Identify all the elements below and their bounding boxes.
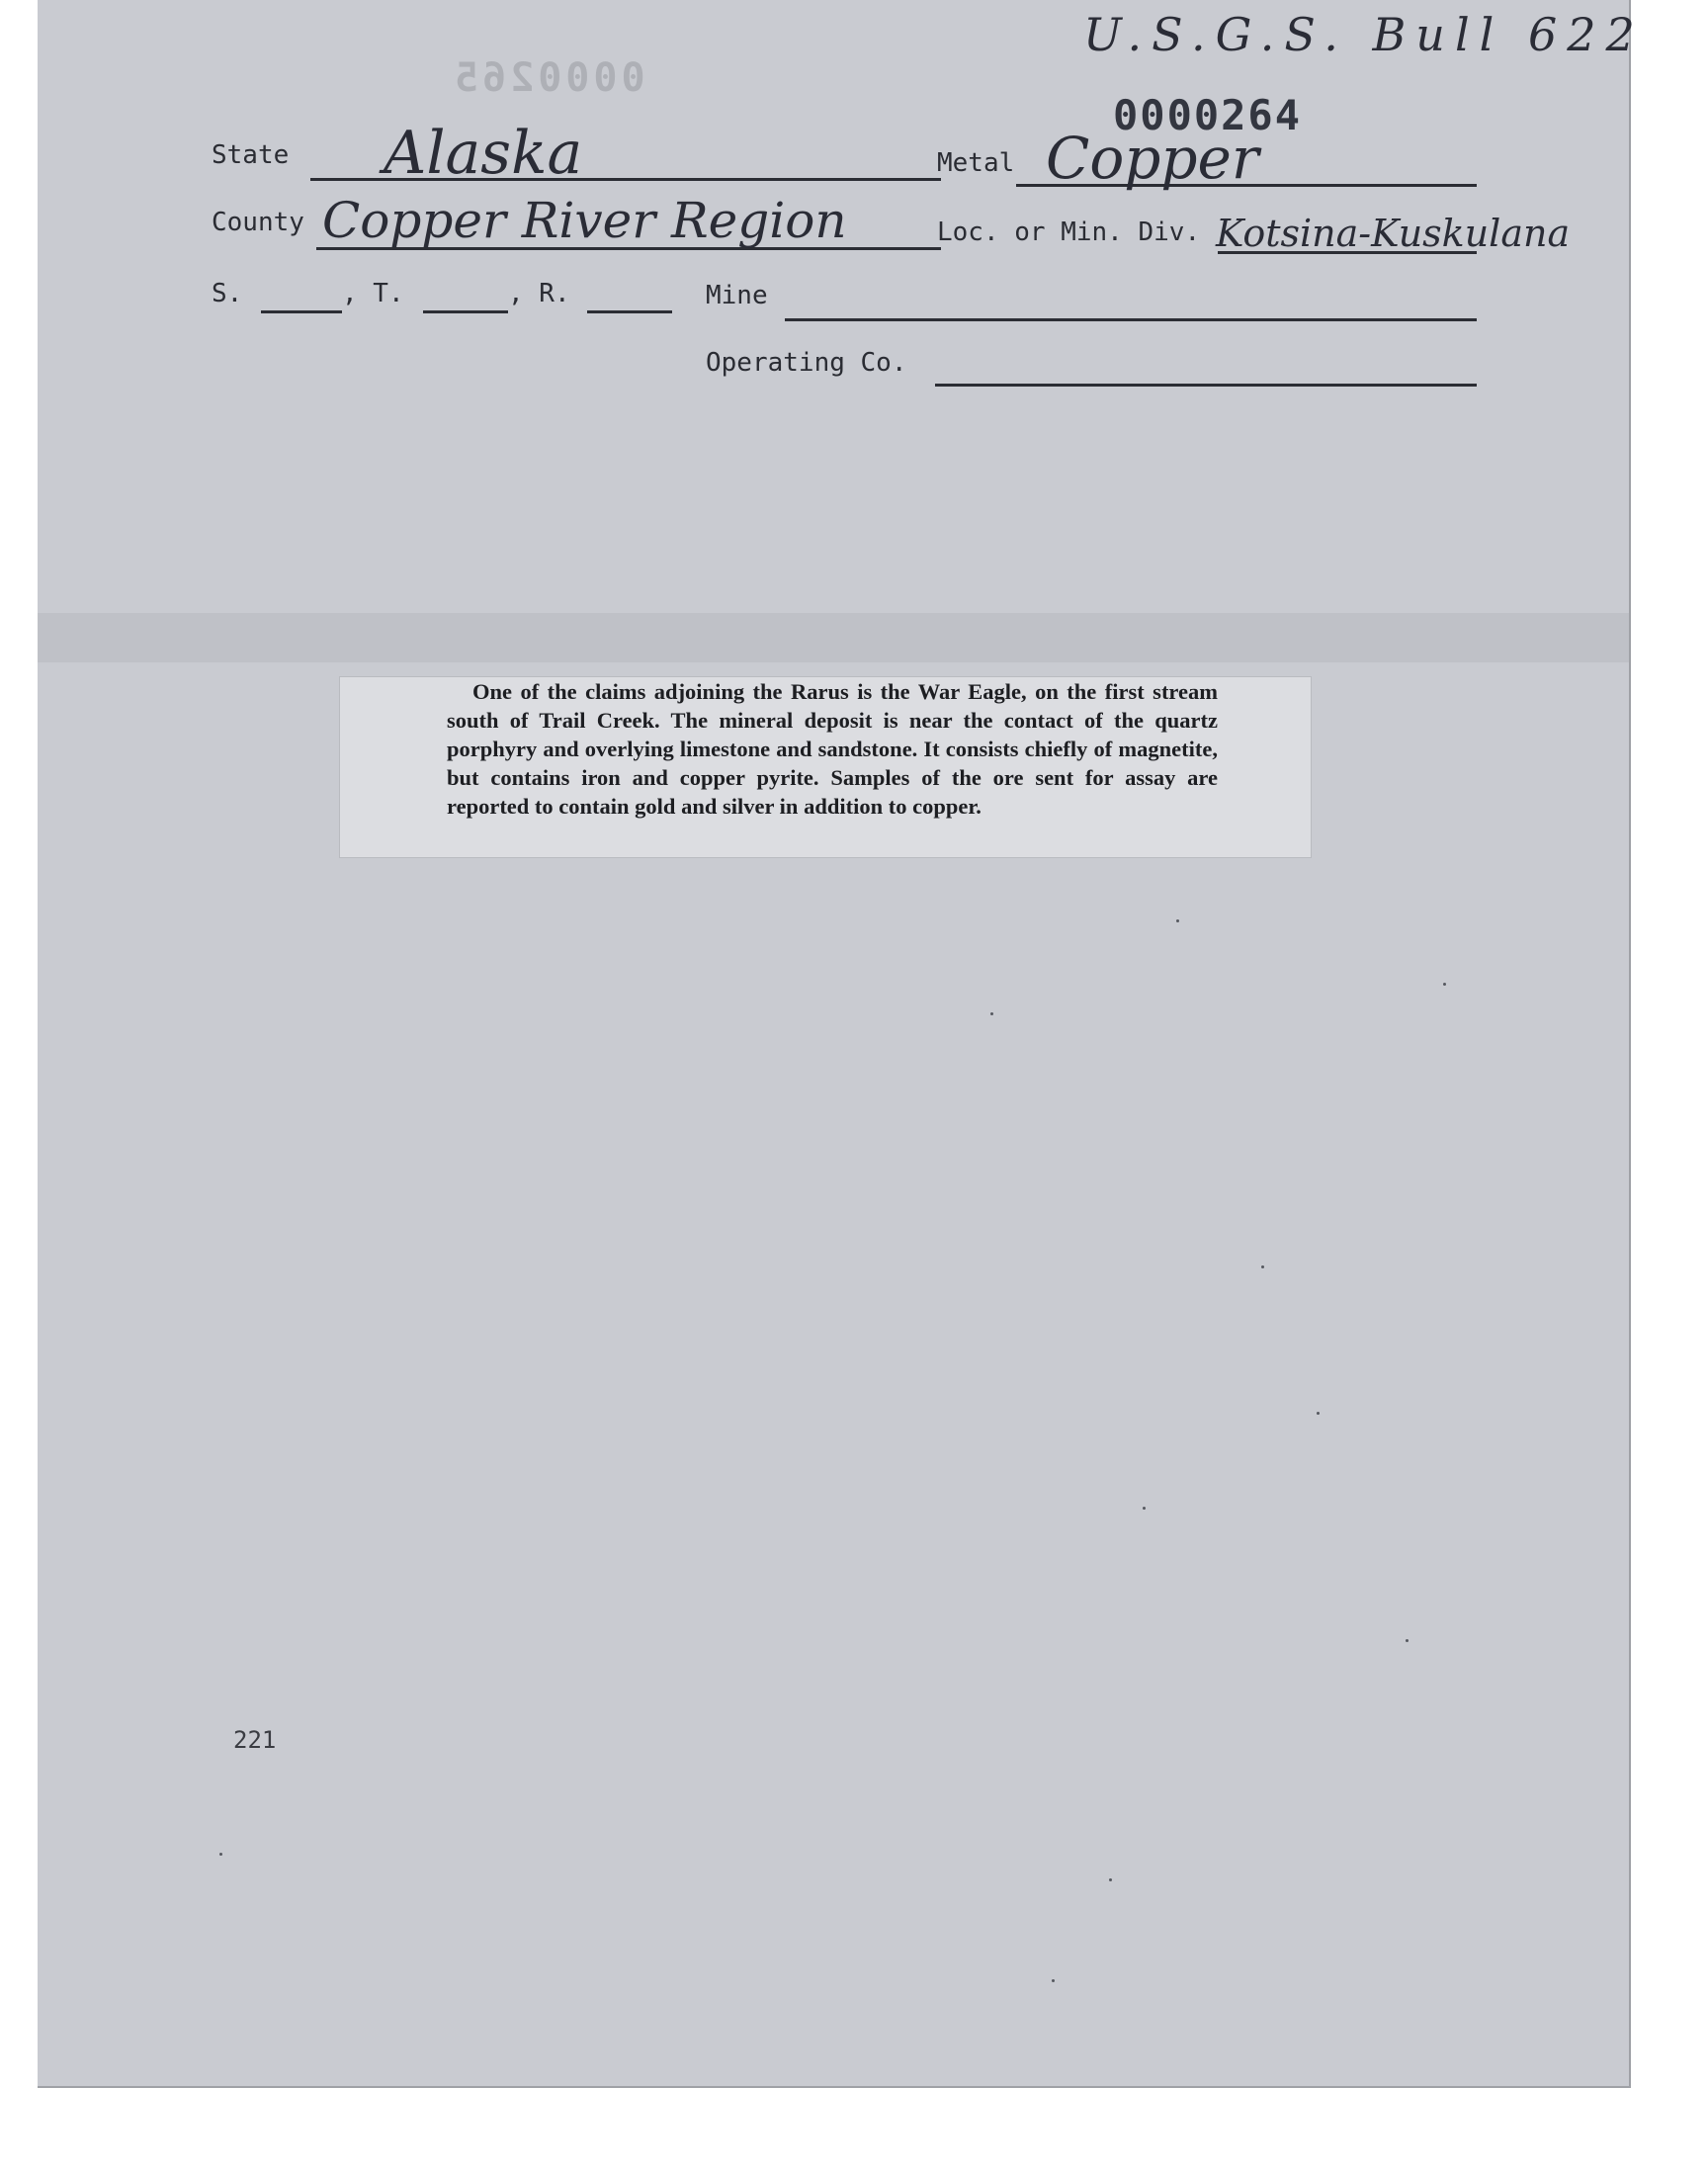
reference-note: U.S.G.S. Bull 622	[1083, 8, 1645, 61]
location-value: Kotsina-Kuskulana	[1216, 212, 1571, 255]
bleed-through-number: 0000265	[451, 55, 645, 101]
operating-line	[935, 384, 1477, 387]
page-number: 221	[233, 1726, 277, 1754]
scan-speck	[219, 1853, 222, 1856]
pasted-clipping	[339, 676, 1312, 858]
scan-speck	[1317, 1412, 1320, 1415]
scan-speck	[1052, 1979, 1055, 1982]
county-label: County	[212, 208, 304, 237]
range-line	[587, 310, 672, 313]
state-value: Alaska	[384, 119, 583, 188]
state-label: State	[212, 140, 290, 170]
section-label: S.	[212, 279, 243, 308]
range-label: , R.	[508, 279, 570, 308]
mine-label: Mine	[706, 281, 768, 310]
scan-speck	[1143, 1507, 1146, 1510]
stamp-number: 0000264	[1113, 91, 1303, 139]
scan-speck	[1443, 983, 1446, 986]
location-label: Loc. or Min. Div.	[937, 218, 1201, 247]
metal-value: Copper	[1046, 125, 1259, 192]
scan-speck	[990, 1012, 993, 1015]
clipping-text: One of the claims adjoining the Rarus is the War Eagle, on the first stream south of Trail Creek. The mineral deposit is near the contact of the quartz porphyry and overlying limestone and sandstone. It consists chiefly of magnetite, but contains iron and copper pyrite. Samples of the ore sent for assay are reported to contain gold and silver in addition to copper.	[447, 679, 1218, 819]
operating-label: Operating Co.	[706, 348, 907, 378]
section-line	[261, 310, 342, 313]
document-sheet	[38, 0, 1645, 2088]
scan-speck	[1176, 919, 1179, 922]
scan-speck	[1109, 1878, 1112, 1881]
scan-speck	[1406, 1639, 1409, 1642]
scan-speck	[1261, 1265, 1264, 1268]
township-line	[423, 310, 508, 313]
township-label: , T.	[342, 279, 404, 308]
county-value: Copper River Region	[322, 192, 847, 249]
mine-line	[785, 318, 1477, 321]
metal-label: Metal	[937, 148, 1015, 178]
